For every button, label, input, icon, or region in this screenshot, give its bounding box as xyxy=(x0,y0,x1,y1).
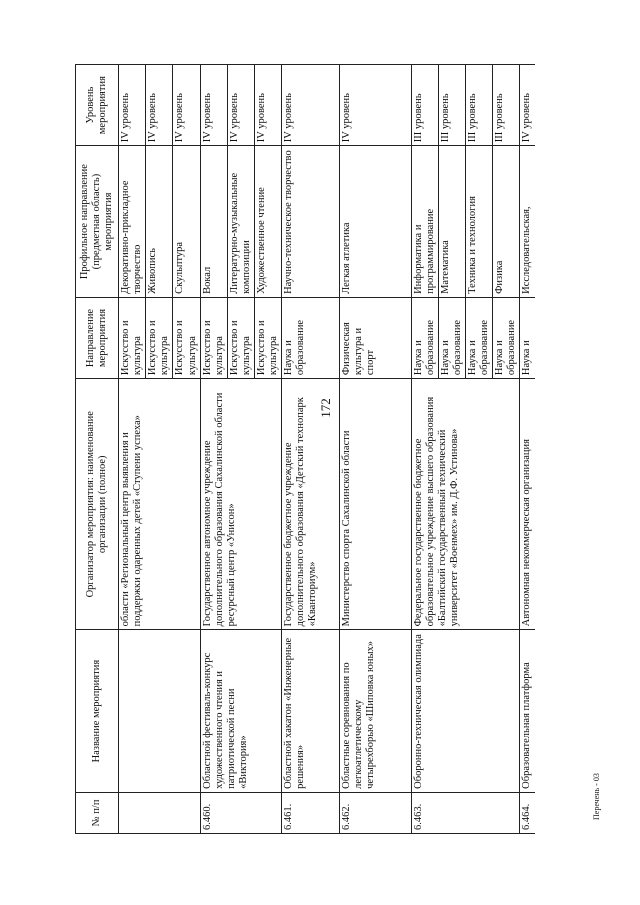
header-profile: Профильное направление (предметная область) мероприятия xyxy=(76,146,119,298)
header-num: № п/п xyxy=(76,792,119,833)
row-organizer: Министерство спорта Сахалинской области xyxy=(339,379,411,630)
row-organizer: области «Региональный центр выявления и поддержки одаренных детей «Ступени успеха» xyxy=(119,379,200,630)
row-num: 6.461. xyxy=(281,792,339,833)
table-row xyxy=(119,65,146,834)
row-direction: Искусство и культура xyxy=(173,297,200,378)
row-direction: Искусство и культура xyxy=(227,297,254,378)
table-row xyxy=(200,65,227,834)
page-number: 172 xyxy=(317,398,333,418)
row-name: Областной хакатон «Инженерные решения» xyxy=(281,630,339,792)
row-num: 6.463. xyxy=(411,792,520,833)
row-direction: Искусство и культура xyxy=(200,297,227,378)
row-profile: Скульптура xyxy=(173,146,200,298)
row-profile: Живопись xyxy=(146,146,173,298)
row-level: IV уровень xyxy=(200,65,227,146)
row-level: III уровень xyxy=(466,65,493,146)
row-level: IV уровень xyxy=(119,65,146,146)
row-level: IV уровень xyxy=(520,65,535,146)
row-level: IV уровень xyxy=(281,65,339,146)
row-direction: Физическая культура и спорт xyxy=(339,297,411,378)
table-header-row xyxy=(76,65,119,834)
row-direction: Искусство и культура xyxy=(146,297,173,378)
row-name: Оборонно-техническая олимпиада xyxy=(411,630,520,792)
row-organizer: Государственное автономное учреждение дополнительного образования Сахалинской области ресурсный центр «Унисон» xyxy=(200,379,281,630)
row-direction: Искусство и культура xyxy=(254,297,281,378)
table-row xyxy=(281,65,339,834)
row-profile: Художественное чтение xyxy=(254,146,281,298)
row-direction: Наука и xyxy=(520,297,535,378)
rotated-table-container xyxy=(75,64,580,834)
row-profile: Вокал xyxy=(200,146,227,298)
row-level: III уровень xyxy=(439,65,466,146)
events-table xyxy=(75,64,535,834)
row-level: IV уровень xyxy=(227,65,254,146)
row-level: IV уровень xyxy=(173,65,200,146)
row-profile: Легкая атлетика xyxy=(339,146,411,298)
row-name: Образовательная платформа xyxy=(520,630,535,792)
row-num: 6.460. xyxy=(200,792,281,833)
row-level: IV уровень xyxy=(146,65,173,146)
row-direction: Наука и образование xyxy=(466,297,493,378)
row-direction: Наука и образование xyxy=(493,297,520,378)
row-name xyxy=(119,630,200,792)
row-num: 6.462. xyxy=(339,792,411,833)
row-profile: Физика xyxy=(493,146,520,298)
row-direction: Искусство и культура xyxy=(119,297,146,378)
row-name: Областные соревнования по легкоатлетическому четырехборью «Шиповка юных» xyxy=(339,630,411,792)
row-name: Областной фестиваль-конкурс художественного чтения и патриотической песни «Виктория» xyxy=(200,630,281,792)
row-organizer: Государственное бюджетное учреждение дополнительного образования «Детский технопарк «Кванториум» xyxy=(281,379,339,630)
header-organizer: Организатор мероприятия: наименование организации (полное) xyxy=(76,379,119,630)
header-name: Название мероприятия xyxy=(76,630,119,792)
row-num: 6.464. xyxy=(520,792,535,833)
table-row xyxy=(520,65,535,834)
row-profile: Информатика и программирование xyxy=(411,146,438,298)
row-profile: Техника и технология xyxy=(466,146,493,298)
table-row xyxy=(411,65,438,834)
row-profile: Литературно-музыкальные композиции xyxy=(227,146,254,298)
footer-note: Перечень - 03 xyxy=(592,773,601,820)
row-profile: Научно-техническое творчество xyxy=(281,146,339,298)
row-organizer: Федеральное государственное бюджетное образовательное учреждение высшего образования «Балтийский государственный технический университет «Военмех» им. Д.Ф. Устинова» xyxy=(411,379,520,630)
header-direction: Направление мероприятия xyxy=(76,297,119,378)
row-level: III уровень xyxy=(493,65,520,146)
row-profile: Исследовательская, xyxy=(520,146,535,298)
row-num xyxy=(119,792,200,833)
row-direction: Наука и образование xyxy=(439,297,466,378)
row-level: III уровень xyxy=(411,65,438,146)
row-profile: Математика xyxy=(439,146,466,298)
row-organizer: Автономная некоммерческая организация xyxy=(520,379,535,630)
table-row xyxy=(339,65,411,834)
row-direction: Наука и образование xyxy=(281,297,339,378)
row-profile: Декоративно-прикладное творчество xyxy=(119,146,146,298)
row-level: IV уровень xyxy=(254,65,281,146)
row-direction: Наука и образование xyxy=(411,297,438,378)
row-level: IV уровень xyxy=(339,65,411,146)
header-level: Уровень мероприятия xyxy=(76,65,119,146)
